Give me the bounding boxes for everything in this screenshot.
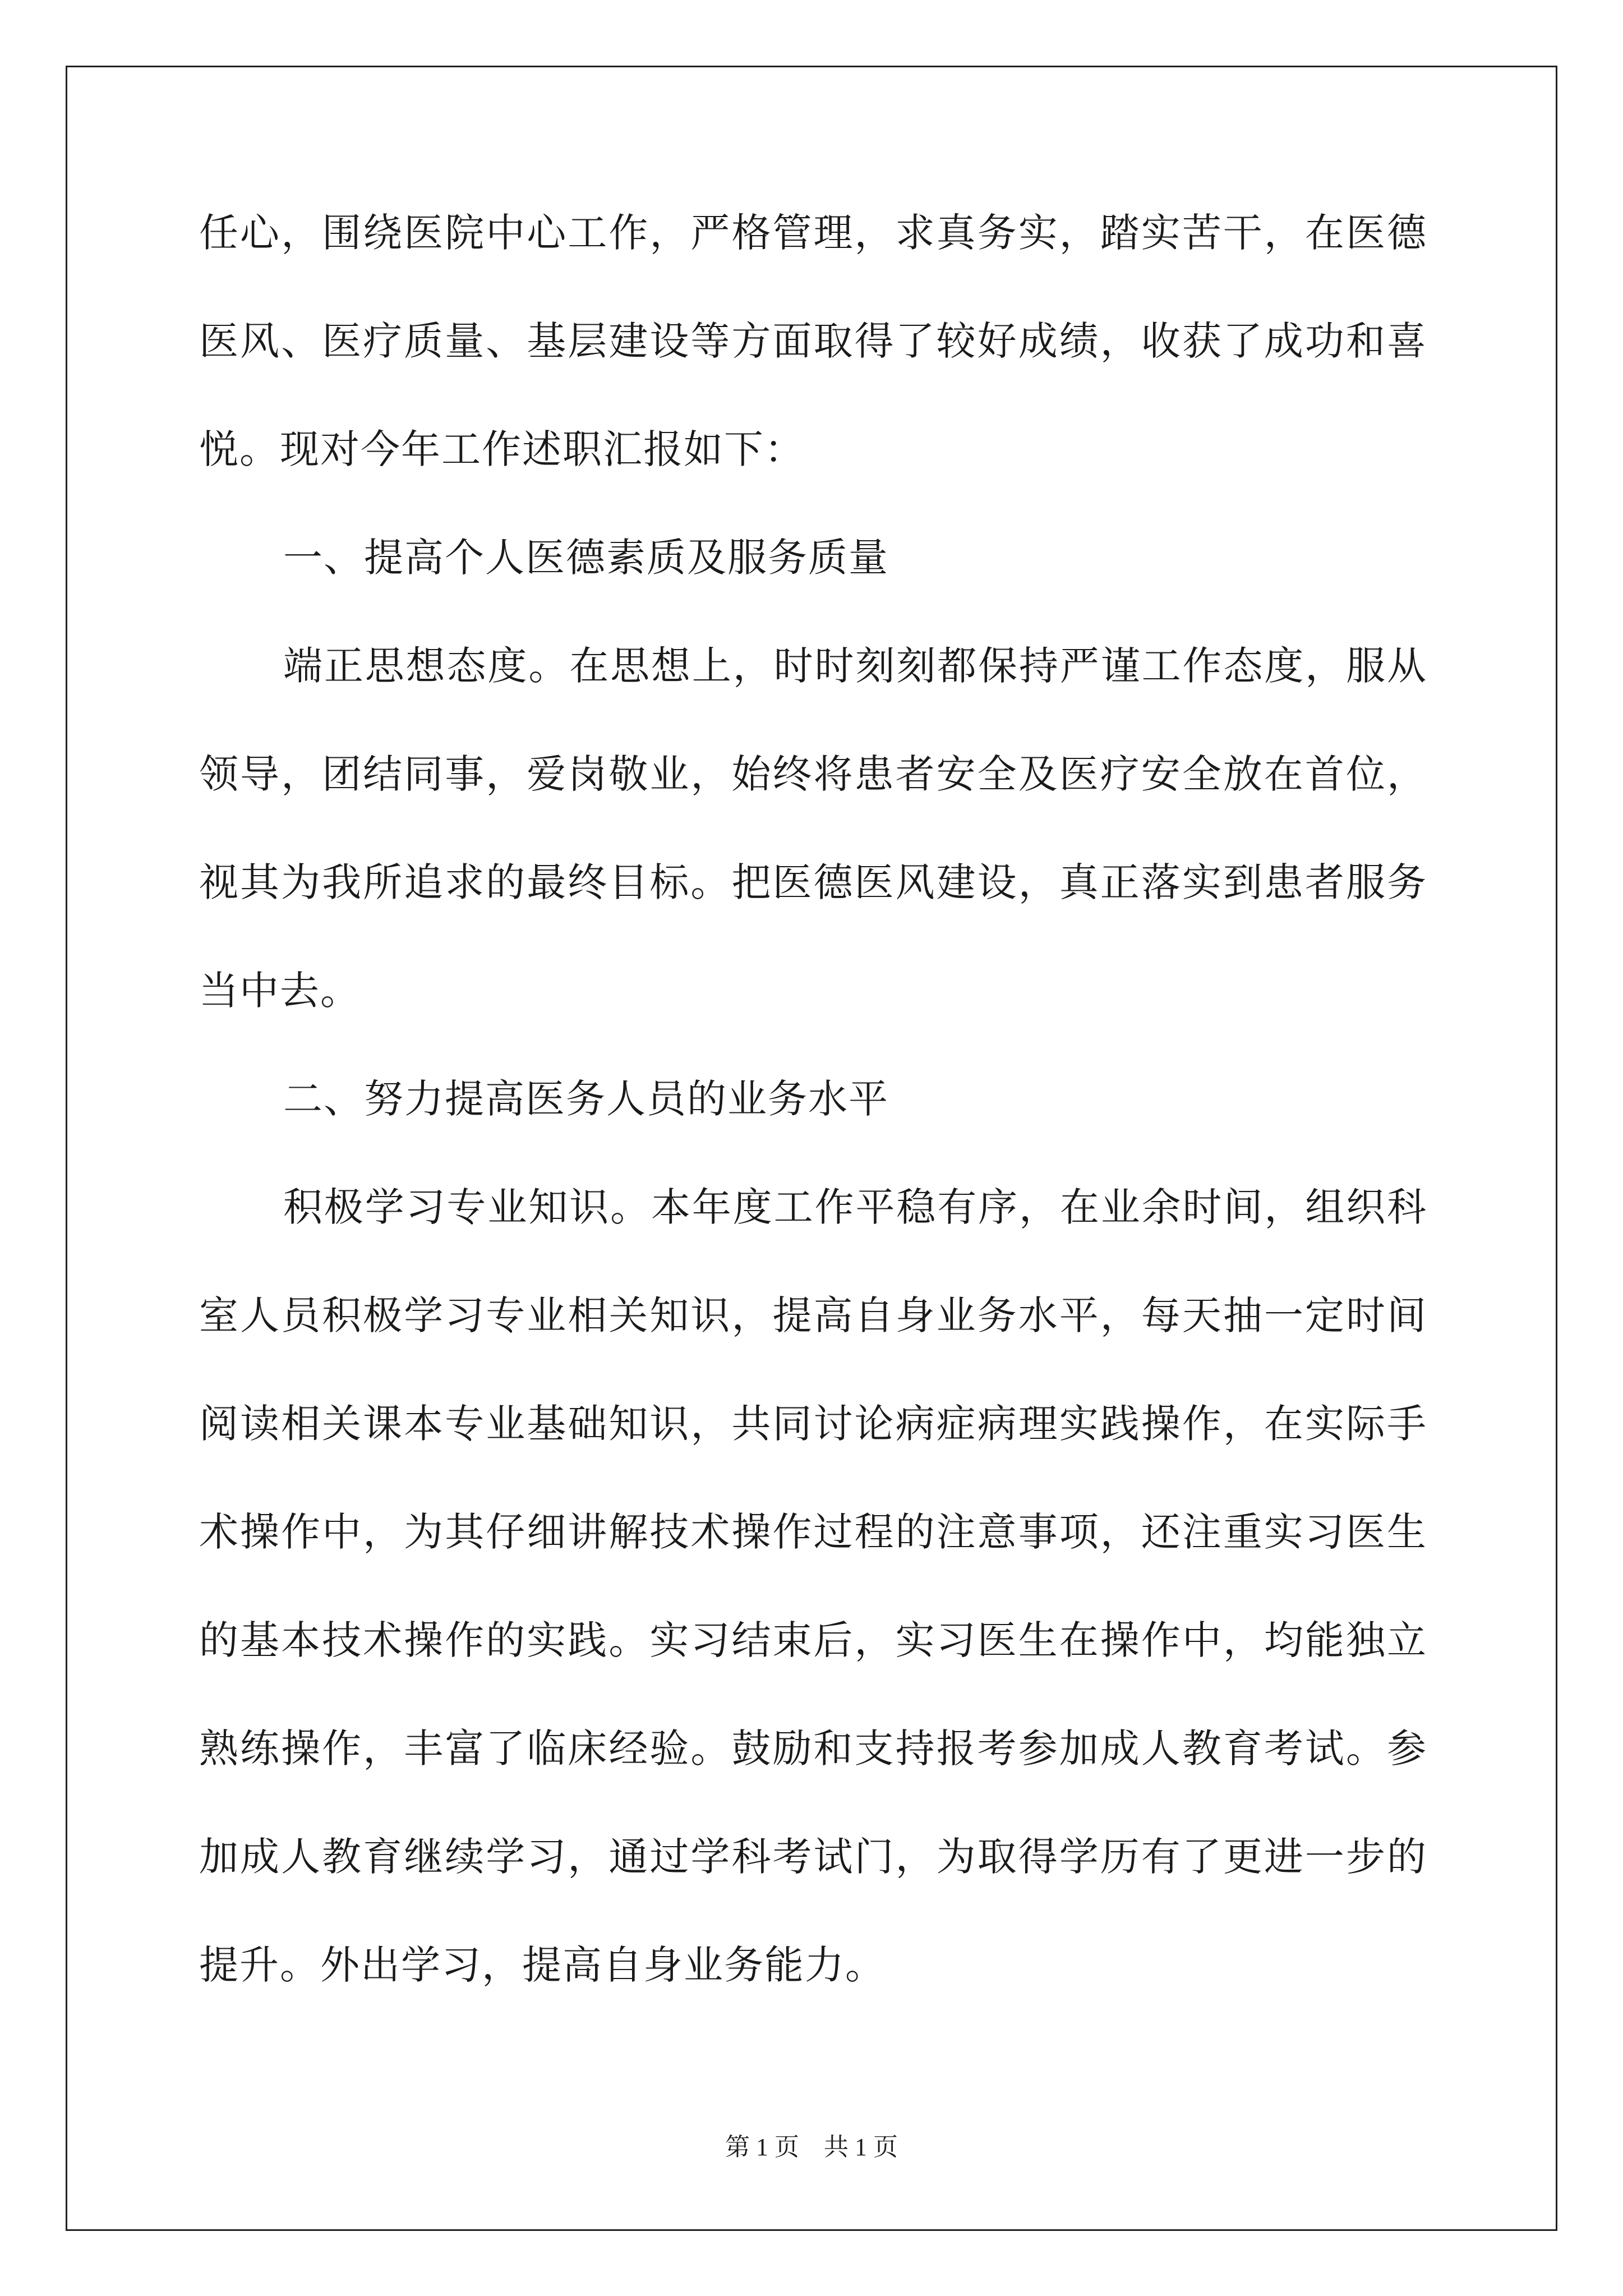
text-line-11: 室人员积极学习专业相关知识，提高自身业务水平，每天抽一定时间: [199, 1292, 1427, 1338]
document-body: [199, 210, 1427, 2054]
text-line-12: 阅读相关课本专业基础知识，共同讨论病症病理实践操作，在实际手: [199, 1401, 1427, 1447]
section-heading-2: 二、努力提高医务人员的业务水平: [283, 1076, 889, 1122]
text-line-13: 术操作中，为其仔细讲解技术操作过程的注意事项，还注重实习医生: [199, 1509, 1427, 1555]
text-line-6: 领导，团结同事，爱岗敬业，始终将患者安全及医疗安全放在首位，: [199, 751, 1427, 797]
text-line-1: 任心，围绕医院中心工作，严格管理，求真务实，踏实苦干，在医德: [199, 210, 1427, 256]
text-line-8: 当中去。: [199, 968, 361, 1014]
text-line-15: 熟练操作，丰富了临床经验。鼓励和支持报考参加成人教育考试。参: [199, 1726, 1427, 1772]
text-line-5: 端正思想态度。在思想上，时时刻刻都保持严谨工作态度，服从: [283, 643, 1427, 689]
section-heading-1: 一、提高个人医德素质及服务质量: [283, 535, 889, 581]
text-line-16: 加成人教育继续学习，通过学科考试门，为取得学历有了更进一步的: [199, 1834, 1427, 1880]
page-number-footer: 第 1 页 共 1 页: [725, 2133, 898, 2161]
text-line-7: 视其为我所追求的最终目标。把医德医风建设，真正落实到患者服务: [199, 859, 1427, 905]
text-line-14: 的基本技术操作的实践。实习结束后，实习医生在操作中，均能独立: [199, 1617, 1427, 1663]
text-line-3: 悦。现对今年工作述职汇报如下：: [199, 426, 805, 472]
text-line-10: 积极学习专业知识。本年度工作平稳有序，在业余时间，组织科: [283, 1184, 1427, 1230]
text-line-2: 医风、医疗质量、基层建设等方面取得了较好成绩，收获了成功和喜: [199, 318, 1427, 364]
text-line-17: 提升。外出学习，提高自身业务能力。: [199, 1942, 886, 1988]
